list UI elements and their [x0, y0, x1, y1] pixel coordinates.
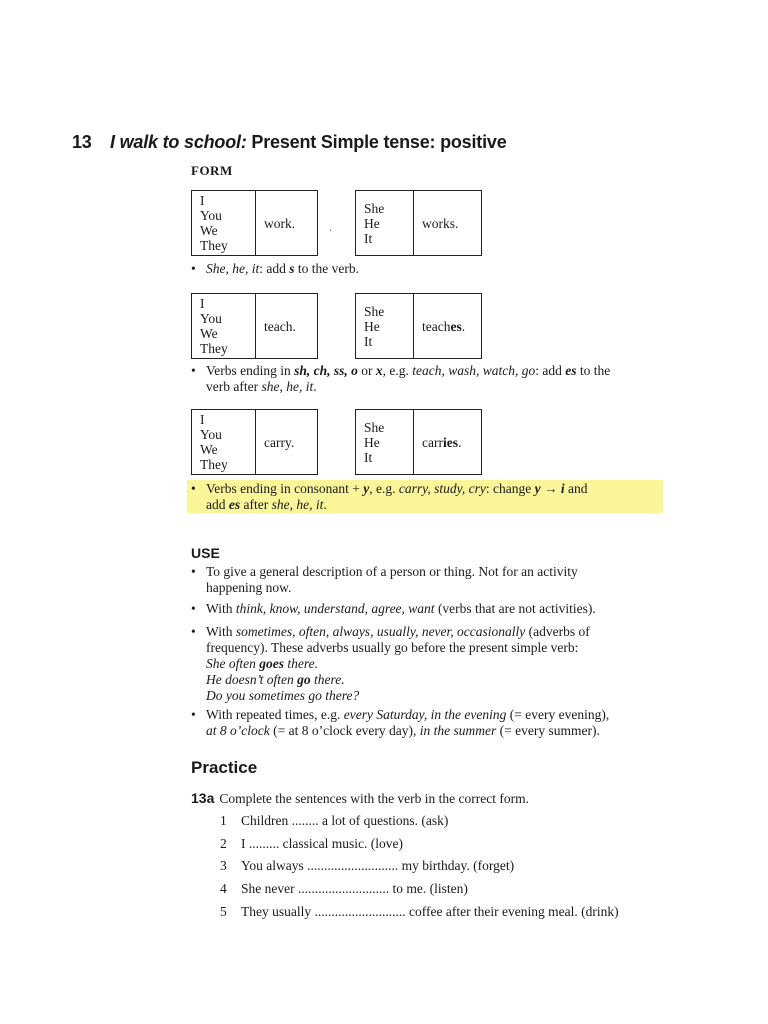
table-1-plural — [191, 190, 318, 256]
rule-ending: x — [375, 363, 383, 378]
item-text: She never ........................... to me. (listen) — [241, 881, 468, 896]
use-text: To give a general description of a person or thing. Not for an activity — [206, 564, 578, 579]
use-text: (= every summer). — [496, 723, 600, 738]
rule-endings: sh, ch, ss, o — [294, 363, 358, 378]
item-number: 1 — [220, 813, 227, 828]
use-verbs: think, know, understand, agree, want — [235, 601, 435, 616]
pronoun: He — [364, 434, 380, 450]
exercise-item — [220, 904, 619, 920]
rule-change: y → i — [534, 481, 565, 496]
form-heading: FORM — [191, 163, 233, 178]
pronoun-list — [192, 191, 256, 255]
rule-pronouns: she, he, it — [271, 497, 324, 512]
exercise-instruction — [191, 790, 529, 807]
pronoun-list — [192, 410, 256, 474]
rule-2: • Verbs ending in sh, ch, ss, o or x, e.g. teach, wash, watch, go: add es to the verb after she, he, it. — [191, 363, 611, 394]
use-text: frequency). These adverbs usually go before the present simple verb: — [206, 640, 579, 655]
table-3-plural — [191, 409, 318, 475]
use-text: (= every evening), — [506, 707, 610, 722]
use-text: With repeated times, e.g. — [206, 707, 344, 722]
verb-stem: teach — [422, 318, 451, 334]
pronoun: They — [200, 341, 228, 356]
item-text: I ......... classical music. (love) — [241, 836, 403, 851]
pronoun: He — [364, 318, 380, 334]
use-text: With — [206, 624, 236, 639]
pronoun: She — [364, 303, 385, 319]
rule-ending: s — [289, 261, 295, 276]
use-text: (= at 8 o’clock every day), — [269, 723, 420, 738]
pronoun-list — [356, 410, 414, 474]
use-item-1: • To give a general description of a person or thing. Not for an activity happening now. — [191, 564, 578, 595]
pronoun-list — [356, 294, 414, 358]
table-2-singular — [355, 293, 482, 359]
exercise-item — [220, 836, 403, 852]
use-text: (adverbs of — [525, 624, 590, 639]
pronoun: They — [200, 238, 228, 253]
rule-text: : change — [485, 481, 535, 496]
verb-form: works. — [422, 215, 459, 231]
rule-text: , e.g. — [382, 363, 413, 378]
use-example: He doesn’t often go there. — [206, 672, 345, 687]
rule-pronouns: She, he, it — [206, 261, 260, 276]
verb-dot: . — [461, 318, 466, 334]
verb-form: carry. — [264, 434, 295, 450]
use-text: happening now. — [206, 580, 292, 595]
use-text: With — [206, 601, 236, 616]
rule-text: , e.g. — [369, 481, 399, 496]
use-example: in the summer — [419, 723, 497, 738]
item-number: 3 — [220, 858, 227, 873]
verb-ending: es — [450, 318, 462, 334]
pronoun: We — [200, 442, 218, 457]
pronoun: It — [364, 449, 373, 465]
page-title — [72, 132, 507, 153]
verb-ending: ies — [442, 434, 458, 450]
table-3-singular — [355, 409, 482, 475]
item-text: They usually ........................... coffee after their evening meal. (drink) — [241, 904, 619, 919]
use-example: She often goes there. — [206, 656, 318, 671]
instruction-text: Complete the sentences with the verb in the correct form. — [219, 791, 530, 806]
rule-3: • Verbs ending in consonant + y, e.g. carry, study, cry: change y → i and add es after she, he, it. — [191, 481, 588, 512]
rule-1: • She, he, it: add s to the verb. — [191, 261, 359, 276]
verb-stem: carr — [422, 434, 443, 450]
rule-text: to the — [576, 363, 611, 378]
verb-form — [414, 294, 465, 358]
verb-form — [414, 410, 461, 474]
pronoun: They — [200, 457, 228, 472]
verb-form: work. — [264, 215, 296, 231]
pronoun: I — [200, 193, 205, 208]
use-example: at 8 o’clock — [206, 723, 270, 738]
pronoun: You — [200, 208, 222, 223]
verb-dot: . — [457, 434, 462, 450]
rule-text: after — [240, 497, 272, 512]
item-number: 5 — [220, 904, 227, 919]
pronoun: We — [200, 223, 218, 238]
exercise-item — [220, 858, 514, 874]
rule-text: or — [357, 363, 376, 378]
item-text: You always ........................... my birthday. (forget) — [241, 858, 515, 873]
pronoun: We — [200, 326, 218, 341]
rule-text: to the verb. — [294, 261, 359, 276]
pronoun: I — [200, 296, 205, 311]
rule-text: Verbs ending in consonant + — [206, 481, 364, 496]
pronoun: You — [200, 427, 222, 442]
rule-ending: es — [565, 363, 577, 378]
exercise-item — [220, 813, 448, 829]
unit-number: 13 — [72, 132, 92, 152]
rule-pronouns: she, he, it — [261, 379, 314, 394]
item-text: Children ........ a lot of questions. (ask) — [241, 813, 449, 828]
use-example: Do you sometimes go there? — [206, 688, 360, 703]
pronoun: You — [200, 311, 222, 326]
use-item-4: • With repeated times, e.g. every Saturday, in the evening (= every evening), at 8 o’clock (= at 8 o’clock every day), in the summer (= every summer). — [191, 707, 610, 738]
rule-text: and — [564, 481, 588, 496]
pronoun: She — [364, 419, 385, 435]
practice-heading: Practice — [191, 758, 258, 777]
use-item-2: • With think, know, understand, agree, want (verbs that are not activities). — [191, 601, 596, 616]
rule-text: add — [206, 497, 229, 512]
pronoun: It — [364, 230, 373, 246]
use-heading: USE — [191, 545, 220, 561]
exercise-item — [220, 881, 468, 897]
pronoun: I — [200, 412, 205, 427]
rule-examples: teach, wash, watch, go — [412, 363, 536, 378]
pronoun-list — [192, 294, 256, 358]
use-example: every Saturday, in the evening — [343, 707, 507, 722]
pronoun: It — [364, 333, 373, 349]
rule-ending: y — [363, 481, 370, 496]
use-item-3: • With sometimes, often, always, usually, never, occasionally (adverbs of frequency). These adverbs usually go before the present simple verb: She often goes there. He doesn’t often go there. Do you sometimes go there? — [191, 624, 590, 703]
pronoun: She — [364, 200, 385, 216]
exercise-id: 13a — [191, 790, 215, 806]
rule-ending: es — [228, 497, 241, 512]
verb-form: teach. — [264, 318, 296, 334]
title-topic: Present Simple tense: positive — [246, 132, 507, 152]
item-number: 2 — [220, 836, 227, 851]
table-2-plural — [191, 293, 318, 359]
rule-text: verb after — [206, 379, 262, 394]
title-example: I walk to school: — [110, 132, 247, 152]
use-text: (verbs that are not activities). — [434, 601, 596, 616]
stray-mark: · — [329, 226, 333, 237]
rule-examples: carry, study, cry — [398, 481, 486, 496]
pronoun-list — [356, 191, 414, 255]
rule-text: . — [323, 497, 327, 512]
pronoun: He — [364, 215, 380, 231]
rule-text: Verbs ending in — [206, 363, 295, 378]
table-1-singular — [355, 190, 482, 256]
rule-text: . — [313, 379, 317, 394]
rule-text: : add — [259, 261, 290, 276]
rule-text: : add — [535, 363, 566, 378]
use-adverbs: sometimes, often, always, usually, never, occasionally — [235, 624, 526, 639]
item-number: 4 — [220, 881, 227, 896]
